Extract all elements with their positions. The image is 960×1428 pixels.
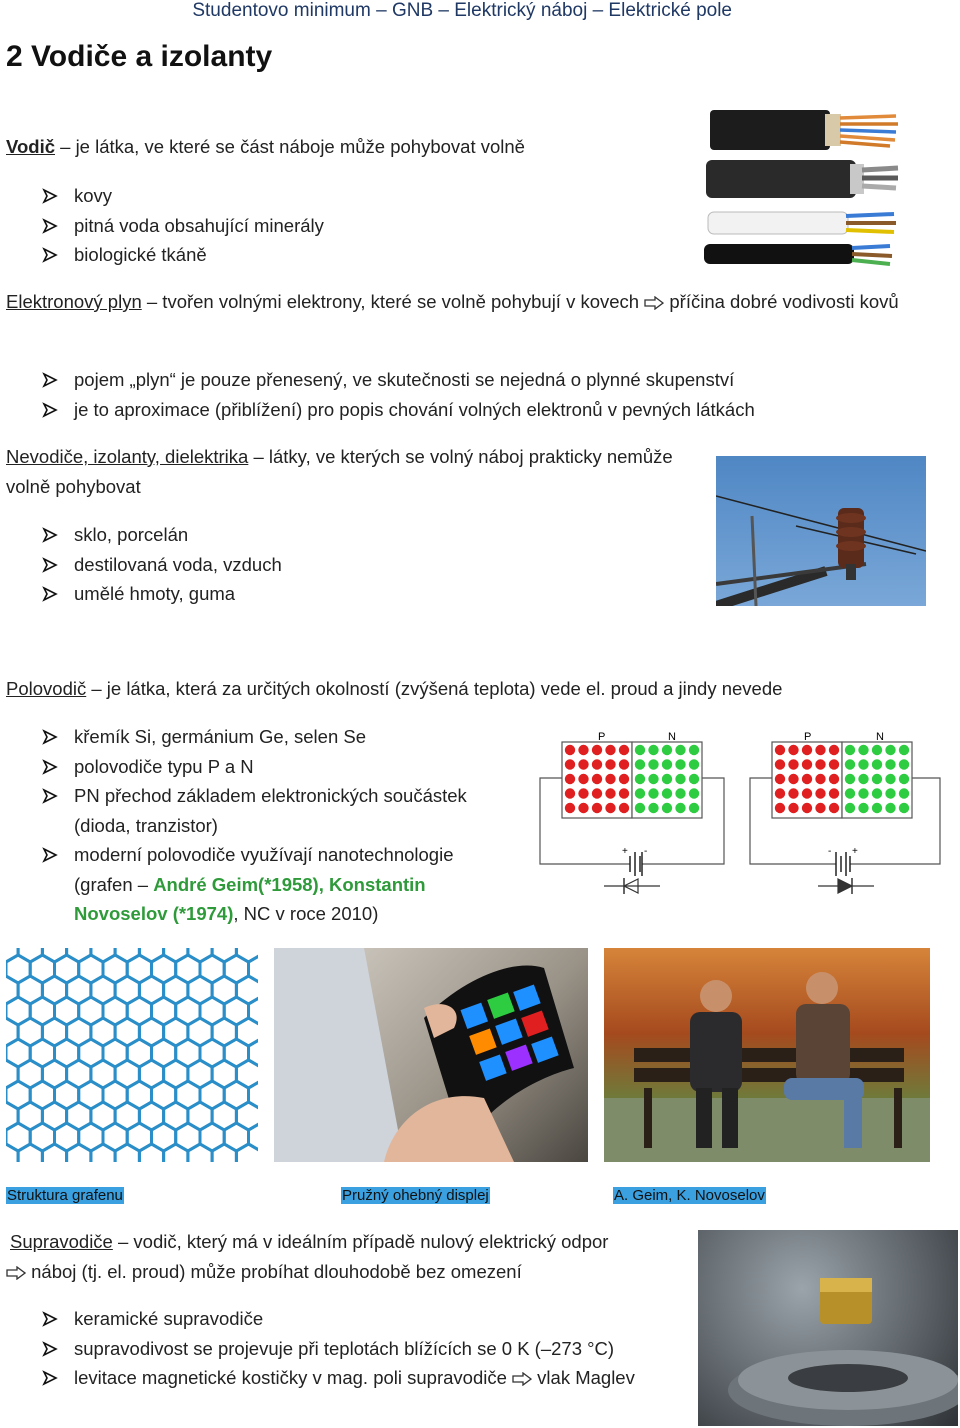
p-type-dot	[592, 803, 602, 813]
plyn-definition	[6, 287, 906, 317]
list-item: PN přechod základem elektronických součástek (dioda, tranzistor)	[6, 781, 486, 840]
graphene-hexagon	[115, 1144, 139, 1162]
list-item: levitace magnetické kostičky v mag. poli supravodiče vlak Maglev	[6, 1363, 696, 1393]
insulator-image	[716, 456, 926, 606]
graphene-hexagon	[42, 1144, 66, 1162]
p-type-dot	[775, 774, 785, 784]
graphene-hexagon	[236, 1144, 258, 1162]
graphene-hexagon	[91, 948, 115, 962]
arrow-bullet-icon	[42, 729, 58, 745]
section-title: 2 Vodiče a izolanty	[6, 40, 273, 73]
arrow-bullet-icon	[42, 759, 58, 775]
p-type-dot	[605, 759, 615, 769]
list-item: moderní polovodiče využívají nanotechnologie (grafen – André Geim(*1958), Konstantin Novoselov (*1974), NC v roce 2010)	[6, 840, 486, 929]
list-item: keramické supravodiče	[6, 1304, 696, 1334]
minus-left: -	[644, 846, 648, 857]
n-type-dot	[845, 774, 855, 784]
p-type-dot	[802, 745, 812, 755]
n-type-dot	[899, 759, 909, 769]
n-type-dot	[872, 759, 882, 769]
arrow-bullet-icon	[42, 372, 58, 388]
n-type-dot	[662, 774, 672, 784]
plyn-list	[6, 365, 906, 424]
geim-novoselov-photo	[604, 948, 930, 1162]
n-type-dot	[858, 745, 868, 755]
n-type-dot	[845, 745, 855, 755]
p-type-dot	[788, 788, 798, 798]
polovodic-definition	[6, 674, 906, 704]
list-item: supravodivost se projevuje při teplotách blížících se 0 K (–273 °C)	[6, 1334, 696, 1364]
n-type-dot	[675, 788, 685, 798]
p-type-dot	[578, 803, 588, 813]
graphene-hexagon	[18, 1144, 42, 1162]
p-type-dot	[775, 788, 785, 798]
p-type-dot	[788, 774, 798, 784]
n-type-dot	[872, 788, 882, 798]
n-type-dot	[872, 745, 882, 755]
graphene-hexagon	[115, 948, 139, 962]
graphene-hexagon	[139, 1144, 163, 1162]
p-type-dot	[565, 803, 575, 813]
graphene-hexagon	[67, 948, 91, 962]
graphene-hexagon	[212, 1144, 236, 1162]
p-type-dot	[592, 774, 602, 784]
n-type-dot	[872, 774, 882, 784]
caption-graphene: Struktura grafenu	[7, 1187, 123, 1204]
p-type-dot	[592, 788, 602, 798]
graphene-hexagon	[91, 1144, 115, 1162]
arrow-bullet-icon	[42, 788, 58, 804]
n-type-dot	[689, 788, 699, 798]
n-type-dot	[858, 759, 868, 769]
p-type-dot	[815, 788, 825, 798]
p-type-dot	[605, 788, 615, 798]
p-type-dot	[619, 759, 629, 769]
n-type-dot	[662, 759, 672, 769]
graphene-image	[6, 948, 258, 1162]
n-type-dot	[689, 745, 699, 755]
p-type-dot	[605, 803, 615, 813]
n-type-dot	[635, 803, 645, 813]
p-type-dot	[578, 774, 588, 784]
n-type-dot	[899, 745, 909, 755]
vodic-list	[6, 181, 686, 270]
supra-term: Supravodiče	[10, 1231, 113, 1252]
arrow-bullet-icon	[42, 1370, 58, 1386]
p-type-dot	[788, 745, 798, 755]
p-type-dot	[592, 745, 602, 755]
p-type-dot	[802, 774, 812, 784]
list-item: sklo, porcelán	[6, 520, 686, 550]
arrow-bullet-icon	[42, 527, 58, 543]
p-type-dot	[619, 745, 629, 755]
polovodic-term: Polovodič	[6, 678, 87, 699]
plus-right: +	[852, 846, 858, 857]
p-type-dot	[802, 788, 812, 798]
p-type-dot	[802, 759, 812, 769]
label-p-left: P	[598, 731, 606, 743]
p-type-dot	[788, 759, 798, 769]
n-type-dot	[899, 774, 909, 784]
graphene-hexagon	[67, 1144, 91, 1162]
n-type-dot	[635, 774, 645, 784]
graphene-hexagon	[212, 948, 236, 962]
izolant-definition-text: – látky, ve kterých se volný náboj prakticky nemůže volně pohybovat	[6, 446, 673, 497]
graphene-hexagon	[18, 948, 42, 962]
plyn-term: Elektronový plyn	[6, 291, 142, 312]
graphene-hexagon	[6, 1144, 18, 1162]
cables-image	[700, 102, 906, 270]
arrow-bullet-icon	[42, 1311, 58, 1327]
graphene-hexagon	[164, 1144, 188, 1162]
hollow-arrow-icon	[644, 296, 664, 310]
hollow-arrow-icon	[512, 1372, 532, 1386]
n-type-dot	[675, 745, 685, 755]
izolant-definition	[6, 442, 706, 501]
p-type-dot	[829, 788, 839, 798]
graphene-hexagon	[188, 948, 212, 962]
list-item: pojem „plyn“ je pouze přenesený, ve skutečnosti se nejedná o plynné skupenství	[6, 365, 906, 395]
list-item: kovy	[6, 181, 686, 211]
supra-line2: náboj (tj. el. proud) může probíhat dlouhodobě bez omezení	[6, 1257, 686, 1287]
p-type-dot	[619, 788, 629, 798]
graphene-hexagon	[42, 948, 66, 962]
n-type-dot	[845, 803, 855, 813]
running-header: Studentovo minimum – GNB – Elektrický náboj – Elektrické pole	[192, 0, 732, 21]
arrow-bullet-icon	[42, 188, 58, 204]
levitation-image	[698, 1230, 958, 1426]
n-type-dot	[899, 788, 909, 798]
n-type-dot	[662, 788, 672, 798]
p-type-dot	[578, 745, 588, 755]
arrow-bullet-icon	[42, 218, 58, 234]
p-type-dot	[605, 774, 615, 784]
p-type-dot	[829, 803, 839, 813]
arrow-bullet-icon	[42, 586, 58, 602]
n-type-dot	[885, 803, 895, 813]
n-type-dot	[648, 759, 658, 769]
p-type-dot	[578, 759, 588, 769]
arrow-bullet-icon	[42, 847, 58, 863]
p-type-dot	[605, 745, 615, 755]
arrow-bullet-icon	[42, 247, 58, 263]
p-type-dot	[829, 774, 839, 784]
n-type-dot	[689, 774, 699, 784]
n-type-dot	[689, 759, 699, 769]
n-type-dot	[858, 803, 868, 813]
p-type-dot	[815, 759, 825, 769]
label-p-right: P	[804, 731, 812, 743]
n-type-dot	[648, 745, 658, 755]
n-type-dot	[845, 788, 855, 798]
p-type-dot	[565, 774, 575, 784]
n-type-dot	[858, 788, 868, 798]
list-item: je to aproximace (přiblížení) pro popis chování volných elektronů v pevných látkách	[6, 395, 906, 425]
arrow-bullet-icon	[42, 1341, 58, 1357]
supra-definition-text: – vodič, který má v ideálním případě nulový elektrický odpor	[112, 1231, 609, 1252]
minus-right: -	[828, 846, 832, 857]
n-type-dot	[662, 745, 672, 755]
n-type-dot	[675, 803, 685, 813]
label-n-left: N	[668, 731, 676, 743]
p-type-dot	[619, 803, 629, 813]
arrow-bullet-icon	[42, 402, 58, 418]
p-type-dot	[775, 759, 785, 769]
plus-left: +	[622, 846, 628, 857]
vodic-term: Vodič	[6, 136, 55, 157]
hollow-arrow-icon	[6, 1266, 26, 1280]
plyn-consequence: příčina dobré vodivosti kovů	[664, 291, 899, 312]
n-type-dot	[885, 788, 895, 798]
p-type-dot	[788, 803, 798, 813]
label-n-right: N	[876, 731, 884, 743]
n-type-dot	[899, 803, 909, 813]
p-type-dot	[815, 803, 825, 813]
n-type-dot	[885, 745, 895, 755]
n-type-dot	[635, 759, 645, 769]
p-type-dot	[815, 745, 825, 755]
nobel-laureates: André Geim(*1958), Konstantin Novoselov (*1974)	[74, 873, 426, 924]
supra-definition	[10, 1227, 690, 1257]
izolant-term: Nevodiče, izolanty, dielektrika	[6, 446, 249, 467]
izolant-list	[6, 520, 686, 609]
list-item: destilovaná voda, vzduch	[6, 550, 686, 580]
n-type-dot	[662, 803, 672, 813]
polovodic-definition-text: – je látka, která za určitých okolností (zvýšená teplota) vede el. proud a jindy nevede	[86, 678, 783, 699]
polovodic-list	[6, 722, 486, 929]
n-type-dot	[675, 759, 685, 769]
p-type-dot	[802, 803, 812, 813]
n-type-dot	[858, 774, 868, 784]
p-type-dot	[565, 788, 575, 798]
p-type-dot	[578, 788, 588, 798]
p-type-dot	[829, 745, 839, 755]
p-type-dot	[619, 774, 629, 784]
p-type-dot	[565, 759, 575, 769]
list-item: pitná voda obsahující minerály	[6, 211, 686, 241]
list-item: umělé hmoty, guma	[6, 579, 686, 609]
p-type-dot	[775, 803, 785, 813]
n-type-dot	[635, 788, 645, 798]
n-type-dot	[648, 774, 658, 784]
arrow-bullet-icon	[42, 557, 58, 573]
p-type-dot	[592, 759, 602, 769]
caption-display: Pružný ohebný displej	[342, 1187, 489, 1204]
n-type-dot	[675, 774, 685, 784]
plyn-definition-text: – tvořen volnými elektrony, které se volně pohybují v kovech	[141, 291, 640, 312]
n-type-dot	[885, 759, 895, 769]
list-item: polovodiče typu P a N	[6, 752, 486, 782]
n-type-dot	[689, 803, 699, 813]
supra-list	[6, 1304, 696, 1393]
vodic-definition-text: – je látka, ve které se část náboje může pohybovat volně	[55, 136, 525, 157]
graphene-hexagon	[188, 1144, 212, 1162]
pn-junction-diagram	[538, 728, 944, 898]
p-type-dot	[815, 774, 825, 784]
list-item: křemík Si, germánium Ge, selen Se	[6, 722, 486, 752]
p-type-dot	[829, 759, 839, 769]
n-type-dot	[885, 774, 895, 784]
n-type-dot	[872, 803, 882, 813]
n-type-dot	[648, 803, 658, 813]
flexible-display-image	[274, 948, 588, 1162]
n-type-dot	[845, 759, 855, 769]
graphene-hexagon	[139, 948, 163, 962]
caption-people: A. Geim, K. Novoselov	[614, 1187, 765, 1204]
p-type-dot	[565, 745, 575, 755]
vodic-definition	[6, 132, 686, 162]
list-item: biologické tkáně	[6, 240, 686, 270]
n-type-dot	[635, 745, 645, 755]
n-type-dot	[648, 788, 658, 798]
p-type-dot	[775, 745, 785, 755]
graphene-hexagon	[164, 948, 188, 962]
